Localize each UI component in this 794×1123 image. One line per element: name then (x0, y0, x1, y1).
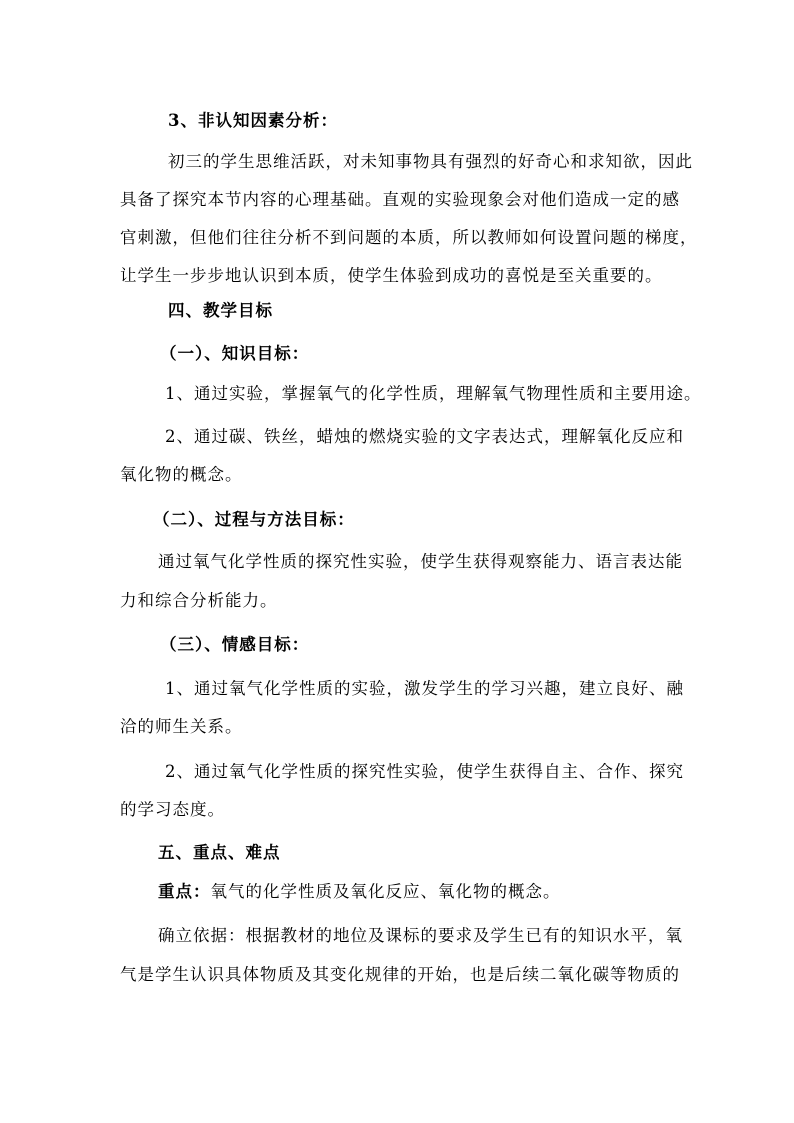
objective-item: 2、通过氧气化学性质的探究性实验，使学生获得自主、合作、探究 (165, 762, 684, 781)
paragraph-line: 具备了探究本节内容的心理基础。直观的实验现象会对他们造成一定的感 (120, 190, 680, 209)
objective-1-heading: （一）、知识目标： (160, 344, 310, 363)
paragraph-line: 通过氧气化学性质的探究性实验，使学生获得观察能力、语言表达能 (158, 552, 683, 571)
paragraph-line: 力和综合分析能力。 (120, 591, 278, 610)
key-point-label: 重点： (158, 882, 211, 901)
section-4-heading: 四、教学目标 (168, 301, 273, 320)
paragraph-line: 气是学生认识具体物质及其变化规律的开始，也是后续二氧化碳等物质的 (120, 965, 680, 984)
objective-item: 的学习态度。 (120, 800, 225, 819)
paragraph-line: 让学生一步步地认识到本质，使学生体验到成功的喜悦是至关重要的。 (120, 266, 663, 285)
objective-2-heading: （二）、过程与方法目标： (153, 510, 355, 529)
objective-item: 氧化物的概念。 (120, 465, 243, 484)
objective-item: 1、通过氧气化学性质的实验，激发学生的学习兴趣，建立良好、融 (165, 679, 684, 698)
section-5-heading: 五、重点、难点 (158, 843, 281, 862)
objective-item: 1、通过实验，掌握氧气的化学性质，理解氧气物理性质和主要用途。 (165, 384, 702, 403)
objective-item: 2、通过碳、铁丝，蜡烛的燃烧实验的文字表达式，理解氧化反应和 (165, 427, 684, 446)
objective-item: 洽的师生关系。 (120, 717, 243, 736)
paragraph-line: 官刺激，但他们往往分析不到问题的本质，所以教师如何设置问题的梯度， (120, 228, 698, 247)
objective-3-heading: （三）、情感目标： (160, 635, 310, 654)
key-point-line (158, 880, 794, 904)
section-3-heading: 3、非认知因素分析： (168, 111, 338, 130)
key-point-text: 氧气的化学性质及氧化反应、氧化物的概念。 (210, 882, 561, 901)
paragraph-line: 初三的学生思维活跃，对未知事物具有强烈的好奇心和求知欲，因此 (168, 152, 693, 171)
paragraph-line: 确立依据：根据教材的地位及课标的要求及学生已有的知识水平，氧 (158, 926, 683, 945)
